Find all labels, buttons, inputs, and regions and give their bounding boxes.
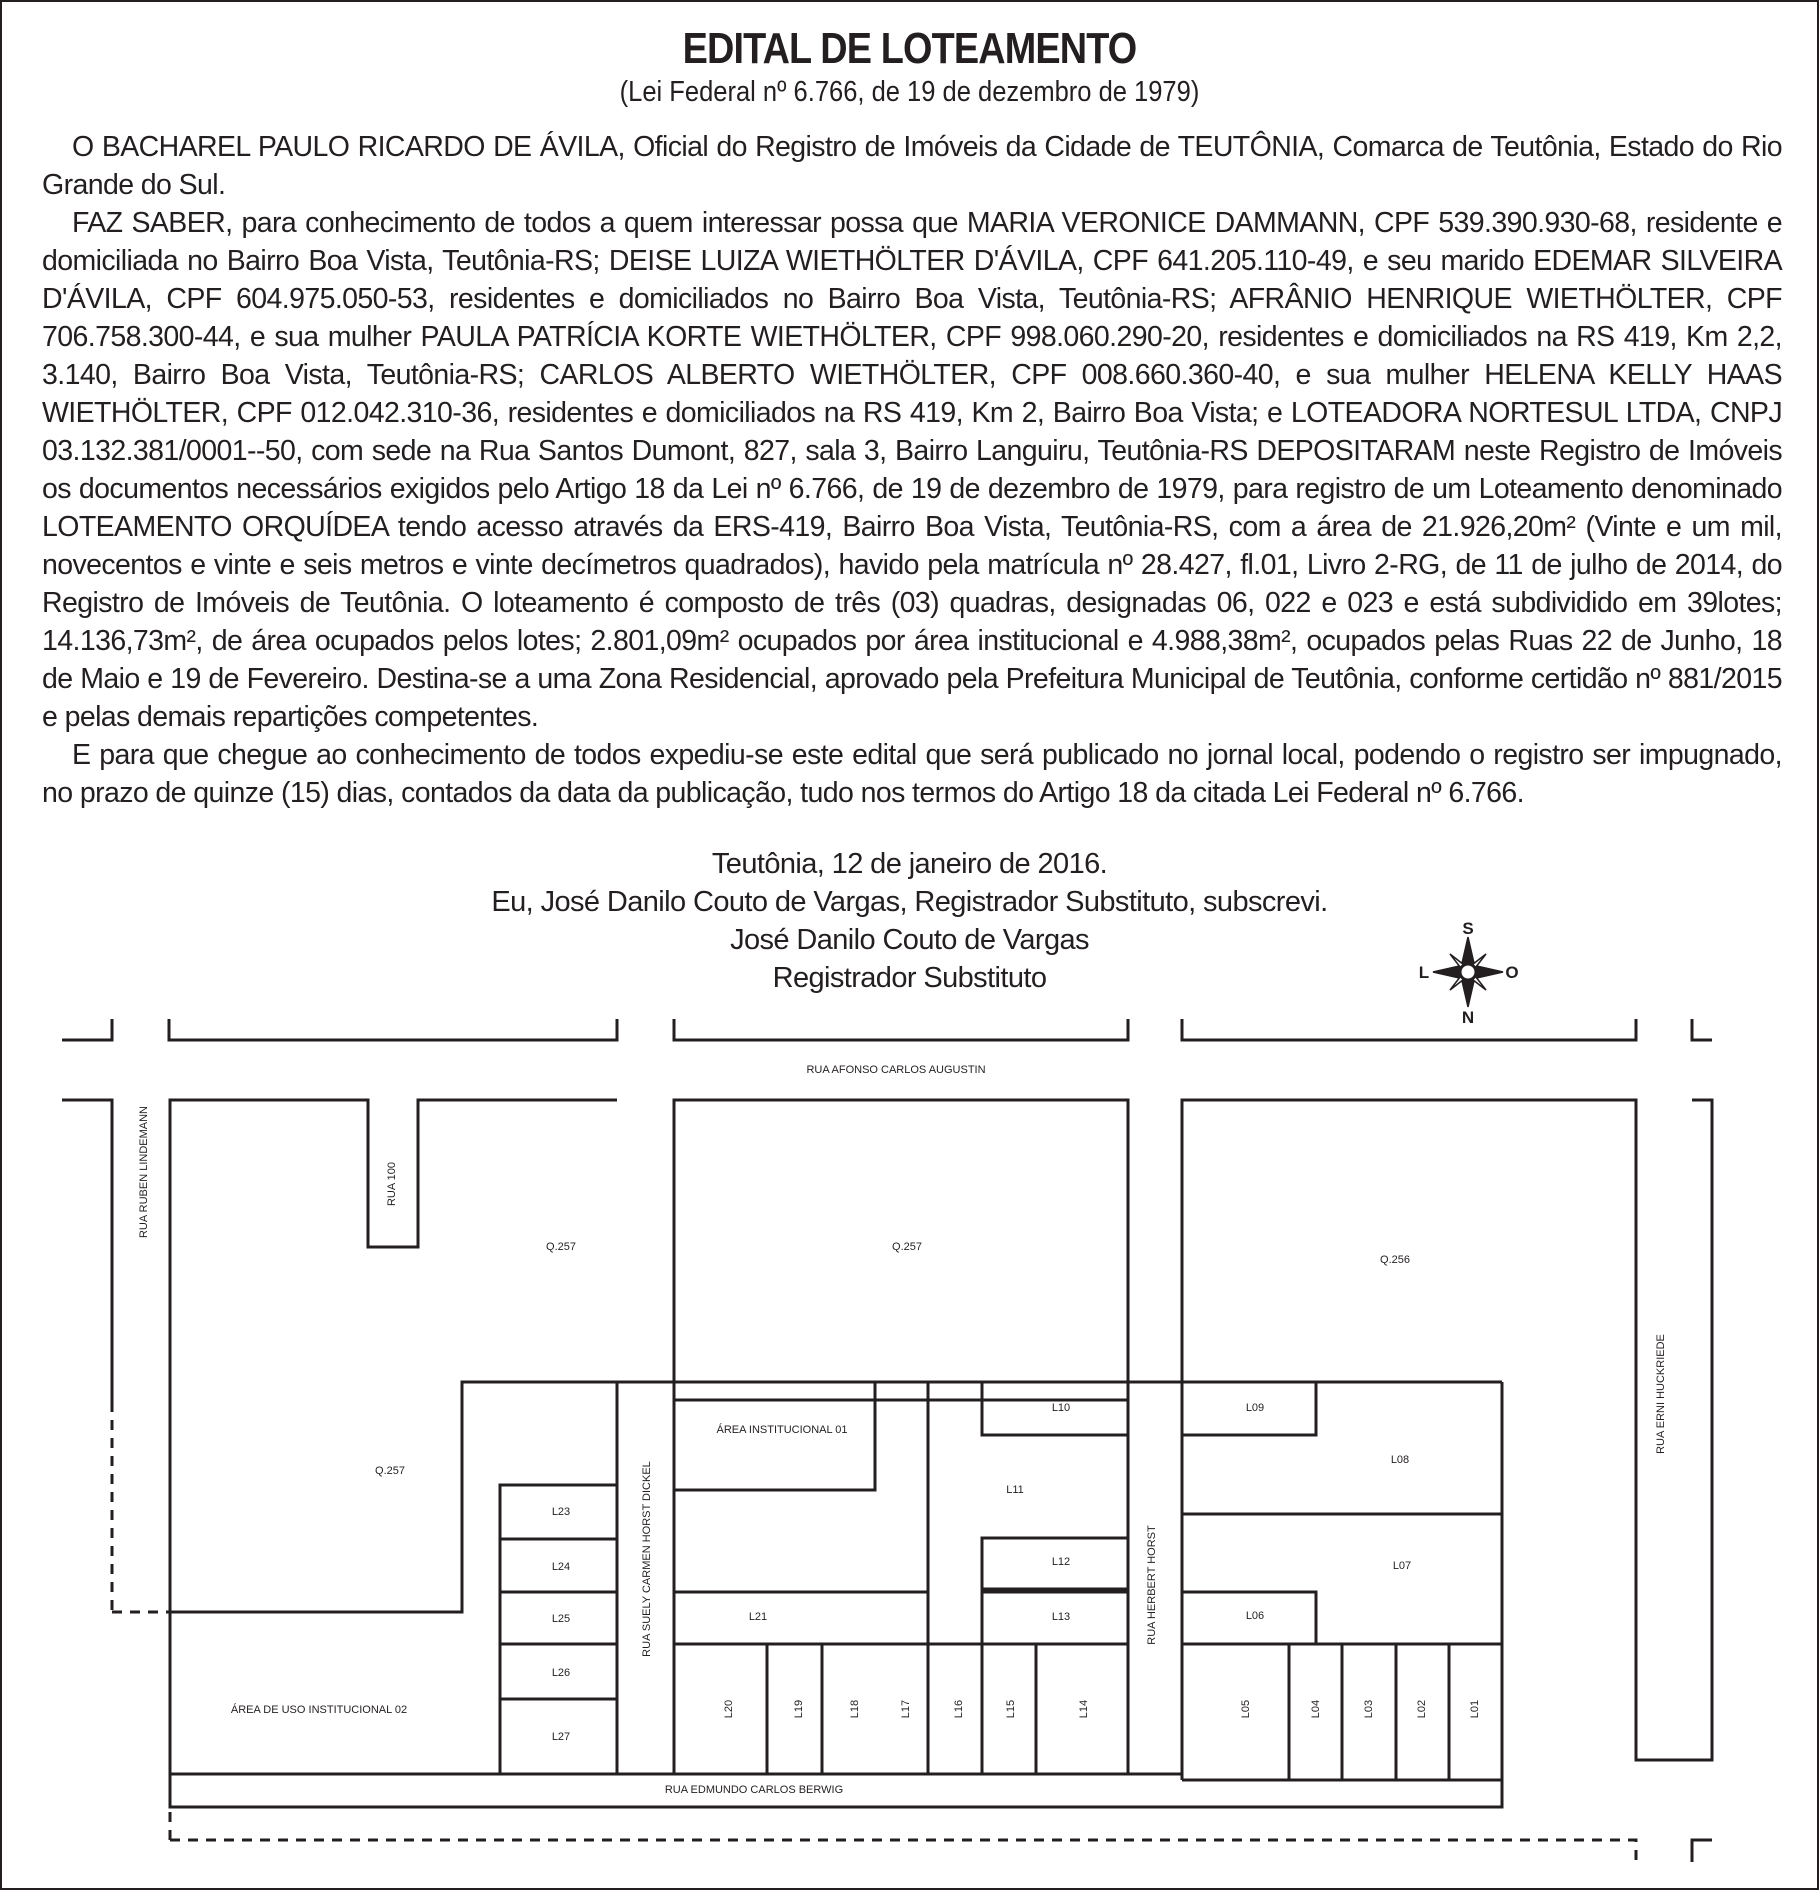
- lot-label: L25: [551, 1613, 571, 1625]
- street-label-middle-2: RUA HERBERT HORST: [1146, 1525, 1158, 1645]
- street-label-top: RUA AFONSO CARLOS AUGUSTIN: [806, 1064, 986, 1076]
- lot-label: L04: [1310, 1699, 1322, 1719]
- compass-rose-icon: [1419, 919, 1519, 1027]
- paragraph-publication: E para que chegue ao conhecimento de todos expediu-se este edital que será publicado no jornal local, podendo o registro ser impugnado, no prazo de quinze (15) dias, contados da data da publicação, tudo nos termos do Artigo 18 da citada Lei Federal nº 6.766.: [42, 739, 1782, 809]
- lot-label: L21: [748, 1611, 768, 1623]
- paragraph-faz-saber: FAZ SABER, para conhecimento de todos a quem interessar possa que MARIA VERONICE DAMMANN, CPF 539.390.930-68, residente e domiciliada no Bairro Boa Vista, Teutônia-RS; DEISE LUIZA WIETHÖLTER D'ÁVILA, CPF 641.205.110-49, e seu marido EDEMAR SILVEIRA D'ÁVILA, CPF 604.975.050-53, residentes e domiciliados no Bairro Boa Vista, Teutônia-RS; AFRÂNIO HENRIQUE WIETHÖLTER, CPF 706.758.300-44, e sua mulher PAULA PATRÍCIA KORTE WIETHÖLTER, CPF 998.060.290-20, residentes e domiciliados na RS 419, Km 2,2, 3.140, Bairro Boa Vista, Teutônia-RS; CARLOS ALBERTO WIETHÖLTER, CPF 008.660.360-40, e sua mulher HELENA KELLY HAAS WIETHÖLTER, CPF 012.042.310-36, residentes e domiciliados na RS 419, Km 2, Bairro Boa Vista; e LOTEADORA NORTESUL LTDA, CNPJ 03.132.381/0001--50, com sede na Rua Santos Dumont, 827, sala 3, Bairro Languiru, Teutônia-RS DEPOSITARAM neste Registro de Imóveis os documentos necessários exigidos pelo Artigo 18 da Lei nº 6.766, de 19 de dezembro de 1979, para registro de um Loteamento denominado LOTEAMENTO ORQUÍDEA tendo acesso através da ERS-419, Bairro Boa Vista, Teutônia-RS, com a área de 21.926,20m² (Vinte e um mil, novecentos e vinte e seis metros e vinte decímetros quadrados), havido pela matrícula nº 28.427, fl.01, Livro 2-RG, de 11 de julho de 2014, do Registro de Imóveis de Teutônia. O loteamento é composto de três (03) quadras, designadas 06, 022 e 023 e está subdividido em 39lotes; 14.136,73m², de área ocupados pelos lotes; 2.801,09m² ocupados por área institucional e 4.988,38m², ocupados pelas Ruas 22 de Junho, 18 de Maio e 19 de Fevereiro. Destina-se a uma Zona Residencial, aprovado pela Prefeitura Municipal de Teutônia, conforme certidão nº 881/2015 e pelas demais repartições competentes.: [42, 207, 1782, 733]
- lot-label: L07: [1392, 1560, 1412, 1572]
- paragraph-intro: O BACHAREL PAULO RICARDO DE ÁVILA, Oficial do Registro de Imóveis da Cidade de TEUTÔNIA, Comarca de Teutônia, Estado do Rio Grande do Sul.: [42, 131, 1782, 201]
- lot-label: L27: [551, 1731, 571, 1743]
- lot-label: L10: [1051, 1402, 1071, 1414]
- lot-label: L01: [1469, 1699, 1481, 1719]
- east-street-edges: [1636, 1100, 1712, 1760]
- compass-right-label: O: [1505, 963, 1519, 982]
- lot-label: L24: [551, 1561, 571, 1573]
- lot-label: L05: [1240, 1699, 1252, 1719]
- lot-grid: [170, 1382, 1502, 1780]
- lot-label: L19: [793, 1699, 805, 1719]
- area-label-institucional-01: ÁREA INSTITUCIONAL 01: [716, 1424, 848, 1436]
- lot-label: L26: [551, 1667, 571, 1679]
- block-label-q257-b: Q.257: [892, 1241, 922, 1253]
- compass-top-label: S: [1462, 919, 1474, 938]
- lot-label: L08: [1390, 1454, 1410, 1466]
- south-street-edges: [170, 1774, 1712, 1862]
- block-label-q257-a: Q.257: [546, 1241, 576, 1253]
- lot-label: L20: [723, 1699, 735, 1719]
- lot-label: L03: [1363, 1699, 1375, 1719]
- lot-label: L13: [1051, 1611, 1071, 1623]
- street-label-stub: RUA 100: [386, 1161, 398, 1207]
- lot-label: L17: [900, 1699, 912, 1719]
- lot-label: L11: [1006, 1484, 1024, 1496]
- edital-subtitle: (Lei Federal nº 6.766, de 19 de dezembro de 1979): [619, 76, 1200, 108]
- lot-label: L09: [1245, 1402, 1265, 1414]
- lot-label: L12: [1051, 1556, 1071, 1568]
- lot-label: L14: [1078, 1699, 1090, 1719]
- signer-name: José Danilo Couto de Vargas: [730, 924, 1089, 956]
- east-block-outline: [1182, 1100, 1636, 1400]
- street-label-left: RUA RUBEN LINDEMANN: [138, 1105, 150, 1239]
- street-label-middle-1: RUA SUELY CARMEN HORST DICKEL: [641, 1461, 653, 1657]
- block-label-q256: Q.256: [1380, 1254, 1410, 1266]
- compass-left-label: L: [1418, 963, 1430, 982]
- date-line: Teutônia, 12 de janeiro de 2016.: [711, 848, 1108, 880]
- lot-label: L23: [551, 1506, 571, 1518]
- area-label-institucional-02: ÁREA DE USO INSTITUCIONAL 02: [230, 1704, 408, 1716]
- lot-label: L15: [1005, 1699, 1017, 1719]
- signer-role: Registrador Substituto: [772, 962, 1047, 994]
- lot-label: L02: [1416, 1699, 1428, 1719]
- subscribed-line: Eu, José Danilo Couto de Vargas, Registrador Substituto, subscrevi.: [491, 886, 1328, 918]
- lot-label: L18: [849, 1699, 861, 1719]
- subdivision-map: [2, 2, 1819, 1890]
- street-label-bottom: RUA EDMUNDO CARLOS BERWIG: [664, 1784, 844, 1796]
- lot-label: L06: [1245, 1610, 1265, 1622]
- lot-label: L16: [953, 1699, 965, 1719]
- block-label-q257-c: Q.257: [375, 1465, 405, 1477]
- edital-title: EDITAL DE LOTEAMENTO: [682, 24, 1137, 73]
- street-label-right: RUA ERNI HUCKRIEDE: [1655, 1334, 1667, 1454]
- compass-bottom-label: N: [1461, 1008, 1475, 1027]
